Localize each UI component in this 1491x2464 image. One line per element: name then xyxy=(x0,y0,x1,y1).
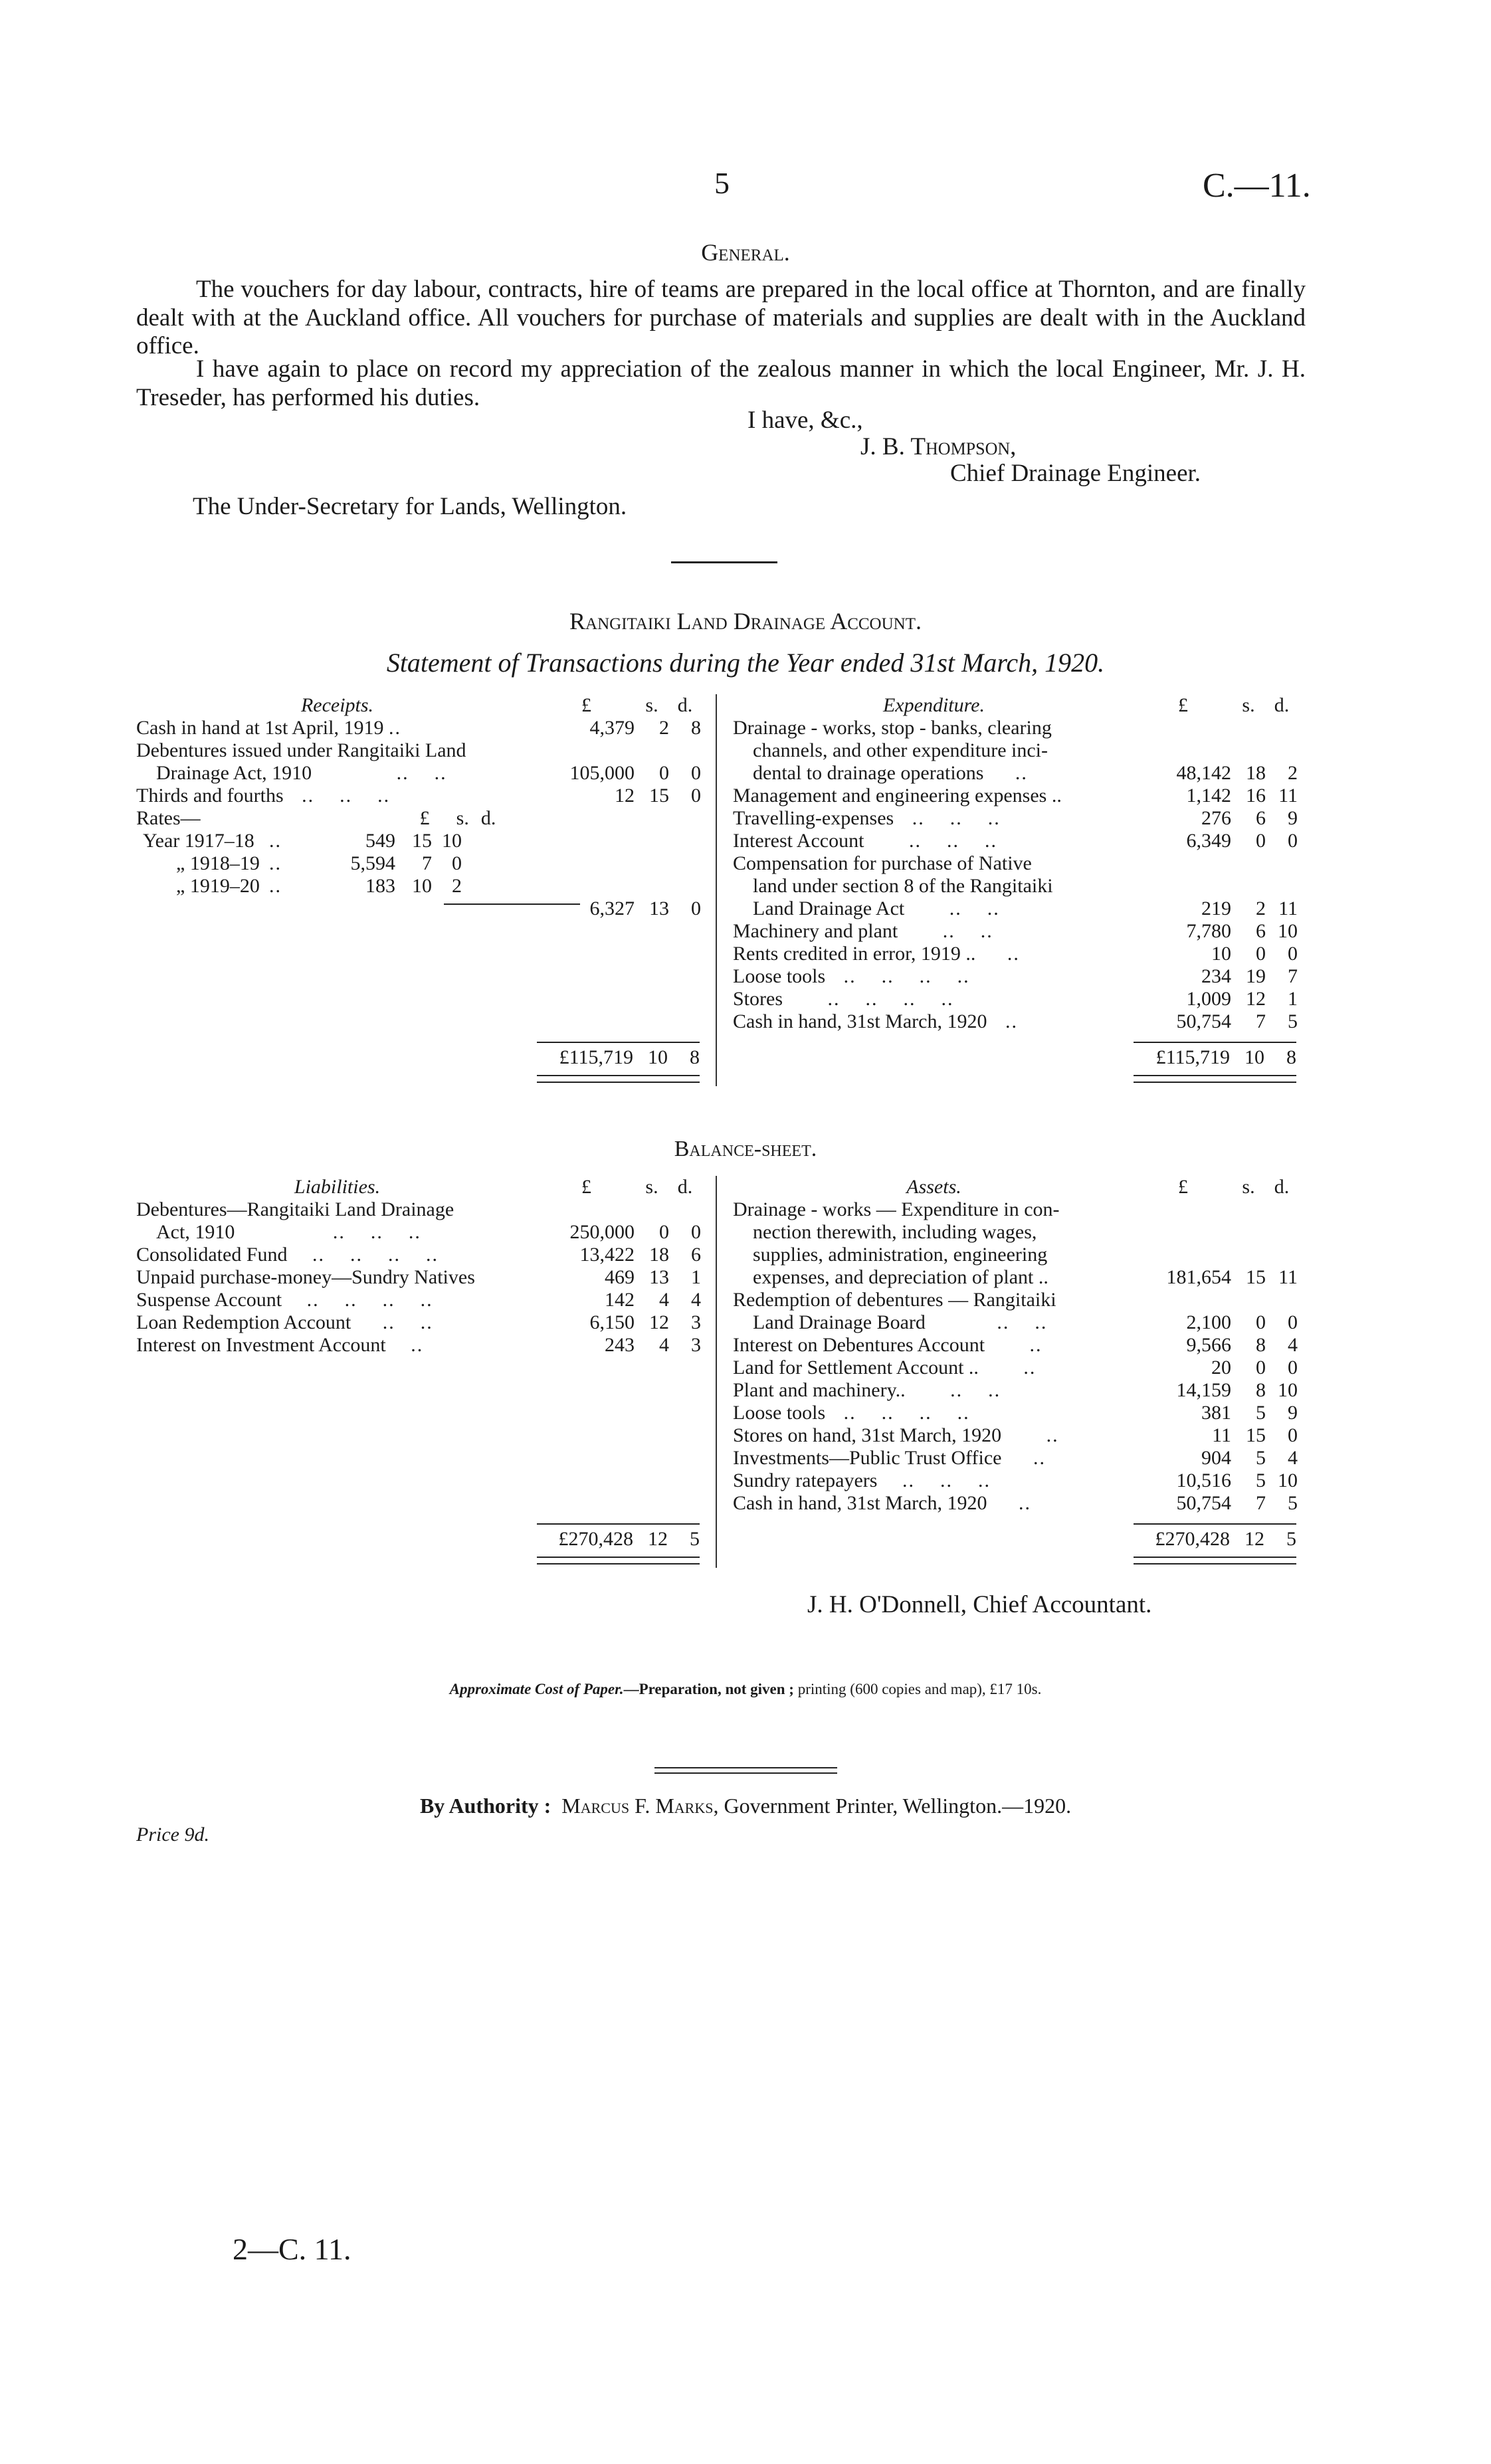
table-row: Redemption of debentures — Rangitaiki xyxy=(733,1289,1056,1311)
table-row: Travelling-expenses .. .. .. 276 6 9 xyxy=(733,807,1298,829)
table-row: Compensation for purchase of Native xyxy=(733,852,1032,874)
assets-header: Assets. xyxy=(906,1176,961,1198)
table-row: Loose tools .. .. .. .. 234 19 7 xyxy=(733,965,1298,987)
col-pounds: £ xyxy=(581,694,591,716)
printer-authority: By Authority : Marcus F. Marks, Government Printer, Wellington.—1920. xyxy=(419,1794,1072,1818)
expenditure-total-double-rule xyxy=(1134,1075,1296,1083)
approximate-cost-note: Approximate Cost of Paper.—Preparation, not given ; printing (600 copies and map), £17 10s. xyxy=(449,1681,1042,1697)
table-row: expenses, and depreciation of plant .. 181,654 15 11 xyxy=(753,1266,1298,1288)
table-row: Sundry ratepayers .. .. .. 10,516 5 10 xyxy=(733,1469,1298,1491)
table-row: Rates— £ s. d. xyxy=(136,807,496,829)
liabilities-total-top-rule xyxy=(537,1523,700,1525)
receipts-total: £115,719 10 8 xyxy=(559,1046,700,1068)
table-row: Interest Account .. .. .. 6,349 0 0 xyxy=(733,830,1298,852)
table-row: Suspense Account .. .. .. .. 142 4 4 xyxy=(136,1289,701,1311)
expenditure-total-top-rule xyxy=(1134,1042,1296,1043)
accountant-signature: J. H. O'Donnell, Chief Accountant. xyxy=(807,1591,1152,1618)
account-column-divider xyxy=(716,694,717,1086)
expenditure-total: £115,719 10 8 xyxy=(1155,1046,1296,1068)
table-row: Investments—Public Trust Office .. 904 5 4 xyxy=(733,1447,1298,1469)
table-row: supplies, administration, engineering xyxy=(753,1244,1048,1266)
addressee: The Under-Secretary for Lands, Wellington. xyxy=(193,493,627,520)
signatory-name: J. B. Thompson, xyxy=(860,433,1017,460)
general-heading: General. xyxy=(701,239,790,266)
table-row: Land Drainage Board .. .. 2,100 0 0 xyxy=(753,1311,1298,1333)
liabilities-total: £270,428 12 5 xyxy=(558,1528,700,1550)
receipts-total-double-rule xyxy=(537,1075,700,1083)
table-row: Loose tools .. .. .. .. 381 5 9 xyxy=(733,1402,1298,1424)
assets-table: Assets. £ s. d. Drainage - works — Expenditure in con- nection therewith, including wages, supplies, administration, engineering expenses, and depreciation of plant .. 181,654 15 11 Redemption of debentures — Rangitaiki Land Drainage Board .. .. 2,100 0 0 Interest on Debentures Account .. 9,566 8 4 Land for Settlement Account .. .. 20 0 0 Plant and machinery.. .. .. 14,159 8 10 Loose tools .. .. .. .. 381 5 9 Stores on hand, 31st March, 1920 .. 11 15 0 Investments—Public Trust Office .. 904 5 4 Sundry ratepayers .. .. .. 10,516 5 10 Cash in hand, 31st March, 1920 .. 50,754 7 5 xyxy=(733,1176,1298,1514)
page-number: 5 xyxy=(714,166,730,200)
footer-rule-1 xyxy=(654,1767,837,1768)
table-row: Cash in hand, 31st March, 1920 .. 50,754 7 5 xyxy=(733,1492,1298,1514)
balance-sheet-title: Balance-sheet. xyxy=(674,1137,817,1161)
table-row: Loan Redemption Account .. .. 6,150 12 3 xyxy=(136,1311,701,1333)
table-row: Consolidated Fund .. .. .. .. 13,422 18 6 xyxy=(136,1244,701,1266)
table-row: Land Drainage Act .. .. 219 2 11 xyxy=(753,898,1298,919)
account-title: Rangitaiki Land Drainage Account. xyxy=(569,608,922,634)
closing-line: I have, &c., xyxy=(747,407,863,434)
liabilities-header: Liabilities. xyxy=(294,1176,381,1198)
table-row: Machinery and plant .. .. 7,780 6 10 xyxy=(733,920,1298,942)
footer-rule-2 xyxy=(654,1772,837,1774)
table-row: land under section 8 of the Rangitaiki xyxy=(753,875,1053,897)
col-shillings: s. xyxy=(645,694,658,716)
table-row: Unpaid purchase-money—Sundry Natives 469 13 1 xyxy=(136,1266,701,1288)
table-row: Interest on Investment Account .. 243 4 3 xyxy=(136,1334,701,1356)
receipts-total-top-rule xyxy=(537,1042,700,1043)
table-row: Debentures issued under Rangitaiki Land xyxy=(136,739,466,761)
document-reference: C.—11. xyxy=(1203,167,1311,205)
signatory-title: Chief Drainage Engineer. xyxy=(950,460,1201,487)
table-row: channels, and other expenditure inci- xyxy=(753,739,1048,761)
table-row: Cash in hand, 31st March, 1920 .. 50,754 7 5 xyxy=(733,1010,1298,1032)
account-subtitle: Statement of Transactions during the Year ended 31st March, 1920. xyxy=(386,648,1105,678)
receipts-table xyxy=(136,694,701,920)
liabilities-total-double-rule xyxy=(537,1557,700,1564)
table-row: Drainage - works — Expenditure in con- xyxy=(733,1198,1060,1220)
table-row: Stores .. .. .. .. 1,009 12 1 xyxy=(733,988,1298,1010)
assets-total-top-rule xyxy=(1134,1523,1296,1525)
table-row: Rents credited in error, 1919 .. .. 10 0 0 xyxy=(733,943,1298,965)
liabilities-table: Liabilities. £ s. d. Debentures—Rangitaiki Land Drainage Act, 1910 .. .. .. 250,000 0 0 Consolidated Fund .. .. .. .. 13,422 18 6 Unpaid purchase-money—Sundry Natives 469 13 1 Suspense Account .. .. .. .. 142 4 4 Loan Redemption Account .. .. 6,150 12 3 Interest on Investment Account .. 243 4 3 xyxy=(136,1176,701,1356)
table-row: Drainage Act, 1910 .. .. 105,000 0 0 xyxy=(156,762,701,784)
table-row: „ 1918–19 .. 5,594 7 0 xyxy=(176,852,462,874)
table-row: „ 1919–20 .. 183 10 2 xyxy=(176,875,462,897)
table-row: nection therewith, including wages, xyxy=(753,1221,1037,1243)
rates-subtotal-rule xyxy=(444,903,580,905)
receipts-header: Receipts. xyxy=(300,694,374,716)
table-row: Plant and machinery.. .. .. 14,159 8 10 xyxy=(733,1379,1298,1401)
expenditure-table: Expenditure. £ s. d. Drainage - works, stop - banks, clearing channels, and other expenditure inci- dental to drainage operations .. 48,142 18 2 Management and engineering expenses .. 1,142 16 11 Travelling-expenses .. .. .. 276 6 9 Interest Account .. .. .. 6,349 0 0 Compensation for purchase of Native land under section 8 of the Rangitaiki Land Drainage Act .. .. 219 2 11 Machinery and plant .. .. 7,780 6 10 Rents credited in error, 1919 .. .. 10 0 0 Loose tools .. .. .. .. 234 19 7 Stores .. .. .. .. 1,009 12 1 Cash in hand, 31st March, 1920 .. 50,754 7 5 xyxy=(733,694,1298,1032)
balance-column-divider xyxy=(716,1176,717,1568)
table-row: Cash in hand at 1st April, 1919 .. 4,379 2 8 xyxy=(136,717,701,739)
col-pence: d. xyxy=(677,694,693,716)
section-divider xyxy=(671,561,777,563)
table-row: Management and engineering expenses .. 1,142 16 11 xyxy=(733,785,1298,806)
table-row: dental to drainage operations .. 48,142 18 2 xyxy=(753,762,1298,784)
table-row: Thirds and fourths .. .. .. 12 15 0 xyxy=(136,785,701,806)
general-paragraph-1: The vouchers for day labour, contracts, hire of teams are prepared in the local office at Thornton, and are finally dealt with at the Auckland office. All vouchers for purchase of materials and supplies are dealt with in the Auckland office. xyxy=(136,276,1306,360)
table-row: 6,327 13 0 xyxy=(589,898,701,919)
table-row: Debentures—Rangitaiki Land Drainage xyxy=(136,1198,454,1220)
assets-total-double-rule xyxy=(1134,1557,1296,1564)
general-paragraph-2: I have again to place on record my appreciation of the zealous manner in which the local Engineer, Mr. J. H. Treseder, has performed his duties. xyxy=(136,355,1306,411)
expenditure-header: Expenditure. xyxy=(882,694,985,716)
price-label: Price 9d. xyxy=(136,1824,209,1846)
table-row: Act, 1910 .. .. .. 250,000 0 0 xyxy=(156,1221,701,1243)
table-row: Drainage - works, stop - banks, clearing xyxy=(733,717,1052,739)
table-row: Interest on Debentures Account .. 9,566 8 4 xyxy=(733,1334,1298,1356)
table-row: Stores on hand, 31st March, 1920 .. 11 15 0 xyxy=(733,1424,1298,1446)
sheet-reference: 2—C. 11. xyxy=(233,2232,351,2266)
assets-total: £270,428 12 5 xyxy=(1155,1528,1296,1550)
table-row: Land for Settlement Account .. .. 20 0 0 xyxy=(733,1357,1298,1378)
table-row: Year 1917–18 .. 549 15 10 xyxy=(143,830,462,852)
